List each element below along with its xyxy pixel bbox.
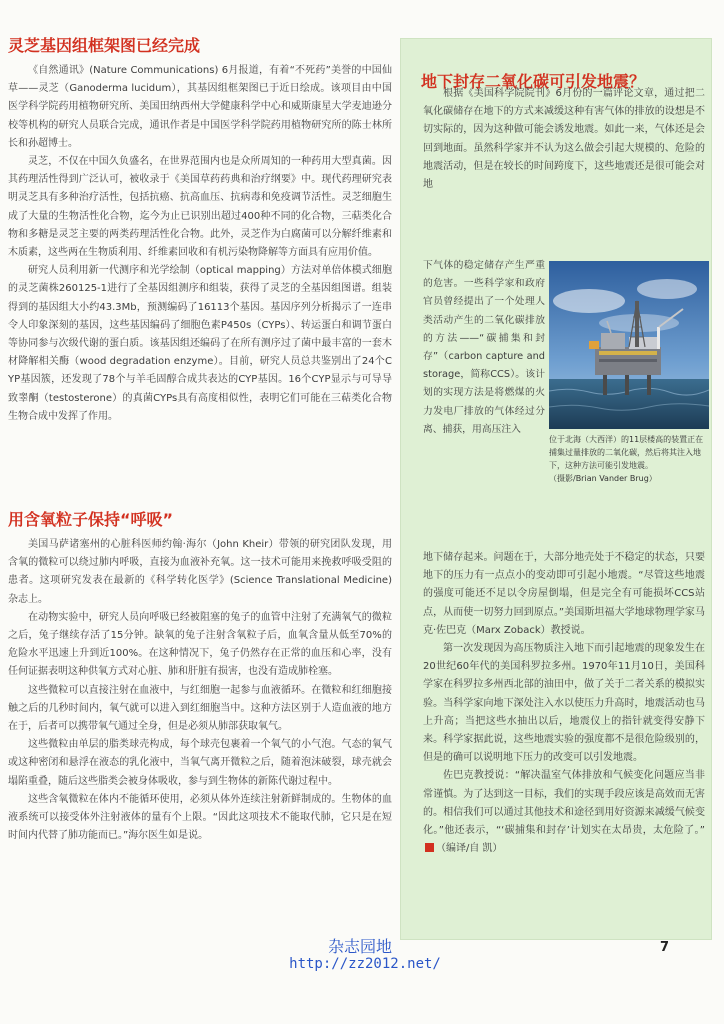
article-co2-title: 地下封存二氧化碳可引发地震？ [421,72,646,92]
article-oxygen-paragraph: 美国马萨诸塞州的心脏科医师约翰·海尔（John Kheir）带领的研究团队发现，用含氧的微粒可以绕过肺内呼吸，直接为血液补充氧。这一技术可能用来挽救呼吸受阻的患者。这项研究发表在最新的《科学转化医学》(Science Translational Medicine) 杂志上。 [8,539,392,605]
article-co2-paragraph: 第一次发现因为高压物质注入地下而引起地震的现象发生在20世纪60年代的美国科罗拉多州。1970年11月10日，美国科学家在科罗拉多州西北部的油田中，做了关于二者关系的模拟实验。当科学家向地下深处注入水以使压力升高时，地震活动也马上升高；当把这些水抽出以后，地震仪上的指针就变得安静下来。科学家据此说，这些地震实验的强度都不是很危险级别的，但是的确可以说明地下压力的改变可以引发地震。 [423,643,705,764]
end-mark-icon [425,843,434,852]
article-co2-paragraph: 根据《美国科学院院刊》6月份的一篇评论文章，通过把二氧化碳储存在地下的方式来减缓这种有害气体的排放的设想是不切实际的，因为这种做可能会诱发地震。如此一来，气体还是会回到地面。虽然科学家并不认为这么做会引起大规模的、危险的地震活动，但是在较长的时间跨度下，这些地震还是很可能会对地 [423,88,705,191]
page-number: 7 [660,940,670,955]
oil-platform-photo [549,261,709,493]
article-genome-paragraph: 研究人员利用新一代测序和光学绘制（optical mapping）方法对单倍体模式细胞的灵芝菌株260125-1进行了全基因组测序和组装，获得了灵芝的全基因组图谱。组装得到的基因组大小约43.3Mb，预测编码了16113个基因。基因序列分析揭示了一连串令人印象深刻的基因，这些基因编码了细胞色素P450s（CYPs）、转运蛋白和调节蛋白等协同参与次级代谢的蛋白质。该基因组还编码了在所有测序过了菌中最丰富的一套木材降解相关酶（wood degradation enzyme）。目前，研究人员总共鉴别出了24个CYP基因簇，还发现了78个与羊毛固醇合成共表达的CYP基因。16个CYP显示与可导导致睾酮（testosterone）的真菌CYPs具有高度相似性，表明它们可能在三萜类化合物生物合成中发挥了作用。 [8,265,392,422]
footer-url[interactable]: http://zz2012.net/ [289,956,441,972]
article-co2-closing-text: 佐巴克教授说：“解决温室气体排放和气候变化问题应当非常谨慎。为了达到这一目标，我们的实现手段应该是高效而无害的。相信我们可以通过其他技术和途径到用好资源来减缓气候变化。”他还表示，“‘碳捕集和封存’计划实在太昂贵，太危险了。” [423,770,705,837]
article-genome [8,36,392,486]
article-genome-paragraph: 灵芝，不仅在中国久负盛名，在世界范围内也是众所周知的一种药用大型真菌。因其药理活性得到广泛认可，被收录于《美国草药药典和治疗纲要》中。现代药理研究表明灵芝具有多种治疗活性，包括抗癌、抗高血压、抗病毒和免疫调节活性。灵芝细胞生成了大量的生物活性化合物，迄今为止已识别出超过400种不同的化合物，三萜类化合物和多糖是灵芝主要的两类药理活性化合物。此外，灵芝作为白腐菌可以分解纤维素和木质素，这些两在生物质利用、纤维素回收和有机污染物降解等方面具有应用价值。 [8,156,392,259]
sidebar-article-co2 [400,38,712,940]
article-oxygen-paragraph: 这些微粒由单层的脂类球壳构成，每个球壳包裹着一个氧气的小气泡。气态的氧气或这种密闭和悬浮在液态的乳化液中，当氧气离开微粒之后，随着泡沫破裂，球壳就会塌陷重叠，随后这些脂类会被身体吸收，参与到生物体的新陈代谢过程中。 [8,739,392,787]
article-oxygen-title: 用含氧粒子保持“呼吸” [8,510,174,529]
photo-caption [549,433,709,485]
article-oxygen-paragraph: 这些含氧微粒在体内不能循环使用，必须从体外连续注射新鲜制成的。生物体的血液系统可以接受体外注射液体的量有个上限。“因此这项技术不能取代肺，它只是在短时间内代替了肺功能而已。”海尔医生如是说。 [8,793,392,842]
footer-brand: 杂志园地 [327,937,392,956]
article-co2-body [423,549,705,935]
article-co2-narrow-column [423,257,545,547]
photo-credit: （摄影/Brian Vander Brug） [549,474,657,483]
article-co2-paragraph: 下气体的稳定储存产生严重的危害。一些科学家和政府官员曾经提出了一个处理人类活动产生的二氧化碳排放的方法——“碳捕集和封存”（carbon capture and storage，简称CCS）。该计划的实现方法是将燃煤的火力发电厂排放的气体经过分离、捕获，用高压注入 [423,260,545,435]
article-genome-title: 灵芝基因组框架图已经完成 [8,36,201,55]
article-genome-paragraph: 《自然通讯》(Nature Communications) 6月报道，有着“不死药”美誉的中国仙草——灵芝（Ganoderma lucidum），其基因组框架图已于近日绘成。该项目由中国医学科学院药用植物研究所、美国田纳西州大学健康科学中心和威斯康星大学麦迪逊分校等机构的研究人员联合完成，通讯作者是中国医学科学院药用植物研究所的陈士林所长和孙超博士。 [8,65,392,149]
article-co2-paragraph [423,767,705,858]
article-co2-paragraph: 地下储存起来。问题在于，大部分地壳处于不稳定的状态，只要地下的压力有一点点小的变动即可引起小地震。“尽管这些地震的强度可能还不足以令房屋倒塌，但是完全有可能损坏CCS站点，从而使一切努力回到原点。”美国斯坦福大学地球物理学家马克·佐巴克（Marx Zoback）教授说。 [423,552,705,636]
article-co2-sign-off: （编译/自 凯） [436,843,503,855]
article-oxygen-paragraph: 这些微粒可以直接注射在血液中，与红细胞一起参与血液循环。在微粒和红细胞接触之后的几秒时间内，氧气就可以进入到红细胞当中。这种方法区别于人造血液的地方在于，后者可以携带氧气通过全身，但是必须从肺部获取氧气。 [8,684,392,733]
offshore-platform-image [549,261,709,429]
article-oxygen [8,510,392,962]
article-oxygen-paragraph: 在动物实验中，研究人员向呼吸已经被阻塞的兔子的血管中注射了充满氧气的微粒之后，兔子继续存活了15分钟。缺氧的兔子注射含氧粒子后，血氧含量从低至70%的危险水平迅速上升到近100%。在这种情况下，兔子仍然存在正常的血压和心率，没有任何证据表明这种供氧方式对心脏、肺和肝脏有损害，也没有造成肺栓塞。 [8,611,392,678]
photo-caption-text: 位于北海（大西洋）的11层楼高的装置正在捕集过量排放的二氧化碳，然后将其注入地下，这种方法可能引发地震。 [549,435,704,470]
article-co2-intro [423,85,705,255]
